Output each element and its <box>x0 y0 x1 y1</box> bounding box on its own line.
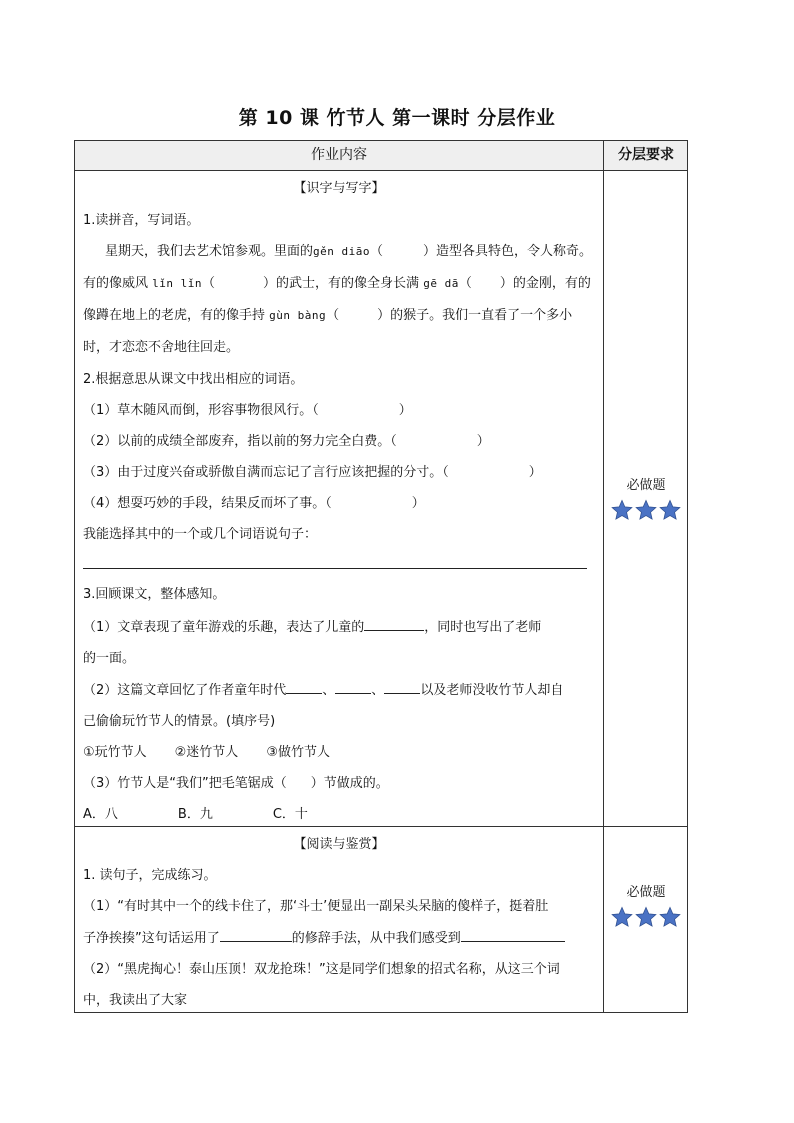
text-segment: ，同时也写出了老师 <box>424 620 542 635</box>
text-segment: 的武士，有的像全身长满 <box>276 276 420 291</box>
reading-item-1-line-2 <box>83 927 565 946</box>
option: ③做竹节人 <box>266 745 330 760</box>
question-2-item-3 <box>83 461 542 480</box>
reading-item-1-line-1: （1）“有时其中一个的线卡住了，那‘斗士’便显出一副呆头呆脑的傻样子，挺着肚 <box>83 899 549 914</box>
choice-c[interactable]: C．十 <box>272 807 308 822</box>
text-segment: 造型各具特色，令人称奇。 <box>436 244 593 259</box>
answer-line[interactable] <box>83 568 587 569</box>
question-1-line-1: 星期天，我们去艺术馆参观。里面的gěn diāo（ ）造型各具特色，令人称奇。 <box>105 244 593 259</box>
pinyin: gùn bàng <box>269 309 327 322</box>
text-segment: 像蹲在地上的老虎，有的像手持 <box>83 308 266 323</box>
text-segment: 以及老师没收竹节人却自 <box>420 683 564 698</box>
text-segment: 、 <box>371 683 385 698</box>
question-3-options <box>83 741 330 760</box>
answer-blank[interactable] <box>286 681 322 694</box>
star-icon <box>635 499 657 521</box>
sentence-prompt: 我能选择其中的一个或几个词语说句子： <box>83 527 318 542</box>
pinyin: gěn diāo <box>313 245 370 258</box>
section-literacy <box>75 171 603 826</box>
table-header-row <box>75 141 687 170</box>
answer-blank[interactable] <box>384 681 420 694</box>
requirement-cell-1 <box>603 474 689 525</box>
answer-blank[interactable] <box>364 618 424 631</box>
star-icon <box>659 906 681 928</box>
text-segment: 有的像威风 <box>83 276 149 291</box>
question-1-line-3: 像蹲在地上的老虎，有的像手持 gùn bàng（ ）的猴子。我们一直看了一个多小 <box>83 308 573 323</box>
header-requirement: 分层要求 <box>618 147 674 163</box>
homework-table <box>74 140 688 1013</box>
question-3-item-2-line-1 <box>83 679 563 698</box>
question-1-title: 1.读拼音，写词语。 <box>83 213 200 228</box>
text-segment: （4）想耍巧妙的手段，结果反而坏了事。（ <box>83 496 332 511</box>
answer-blank[interactable] <box>220 929 292 942</box>
choice-a[interactable]: A．八 <box>83 807 118 822</box>
text-segment: （1）草木随风而倒，形容事物很风行。（ <box>83 403 319 418</box>
answer-blank[interactable] <box>335 681 371 694</box>
question-3-item-1-line-2: 的一面。 <box>83 651 136 666</box>
text-segment: （3）由于过度兴奋或骄傲自满而忘记了言行应该把握的分寸。（ <box>83 465 449 480</box>
pinyin: gē dā <box>423 277 459 290</box>
choice-b[interactable]: B．九 <box>177 807 213 822</box>
requirement-label: 必做题 <box>626 478 666 493</box>
text-segment: ） <box>528 465 542 480</box>
question-3-item-2-line-2: 己偷偷玩竹节人的情景。(填序号) <box>83 714 276 729</box>
reading-item-2-line-1: （2）“黑虎掏心！泰山压顶！双龙抢珠！”这是同学们想象的招式名称，从这三个词 <box>83 962 560 977</box>
question-2-item-4 <box>83 492 425 511</box>
text-segment: 子净挨揍”这句话运用了 <box>83 931 220 946</box>
text-segment: （1）文章表现了童年游戏的乐趣，表达了儿童的 <box>83 620 365 635</box>
star-icon <box>635 906 657 928</box>
header-content: 作业内容 <box>311 147 367 163</box>
requirement-label: 必做题 <box>626 885 666 900</box>
question-2-item-1 <box>83 399 412 418</box>
text-segment: 的猴子。我们一直看了一个多小 <box>390 308 573 323</box>
question-1-line-2: 有的像威风 lǐn lǐn（ ）的武士，有的像全身长满 gē dā（ ）的金刚，有的 <box>83 276 591 291</box>
question-3-title: 3.回顾课文，整体感知。 <box>83 587 226 602</box>
star-icon <box>611 499 633 521</box>
reading-question-1-title: 1. 读句子，完成练习。 <box>83 868 217 883</box>
text-segment: ） <box>411 496 425 511</box>
text-segment: （2）这篇文章回忆了作者童年时代 <box>83 683 287 698</box>
text-segment: ） <box>476 434 490 449</box>
star-icon <box>611 906 633 928</box>
text-segment: 星期天，我们去艺术馆参观。里面的 <box>105 244 314 259</box>
text-segment: ） <box>398 403 412 418</box>
section-heading: 【识字与写字】 <box>293 181 385 196</box>
pinyin: lǐn lǐn <box>152 277 203 290</box>
question-1-line-4: 时，才恋恋不舍地往回走。 <box>83 340 240 355</box>
text-segment: 的修辞手法，从中我们感受到 <box>291 931 461 946</box>
text-segment: 、 <box>322 683 336 698</box>
text-segment: 的金刚，有的 <box>512 276 591 291</box>
question-2-item-2 <box>83 430 490 449</box>
question-3-item-1-line-1 <box>83 616 541 635</box>
reading-item-2-line-2: 中，我读出了大家 <box>83 993 188 1008</box>
question-3-choices <box>83 803 308 822</box>
question-2-title: 2.根据意思从课文中找出相应的词语。 <box>83 372 304 387</box>
star-rating <box>603 906 689 932</box>
text-segment: ）节做成的。 <box>310 776 389 791</box>
section-heading: 【阅读与鉴赏】 <box>293 837 385 852</box>
requirement-cell-2 <box>603 881 689 932</box>
page-title: 第 10 课 竹节人 第一课时 分层作业 <box>238 107 556 129</box>
option: ②迷竹节人 <box>174 745 239 760</box>
star-rating <box>603 499 689 525</box>
text-segment: （3）竹节人是“我们”把毛笔锯成（ <box>83 776 287 791</box>
star-icon <box>659 499 681 521</box>
section-reading <box>75 827 603 1013</box>
option: ①玩竹节人 <box>83 745 147 760</box>
text-segment: （2）以前的成绩全部废弃，指以前的努力完全白费。（ <box>83 434 397 449</box>
question-3-item-3 <box>83 772 389 791</box>
answer-blank[interactable] <box>461 929 565 942</box>
